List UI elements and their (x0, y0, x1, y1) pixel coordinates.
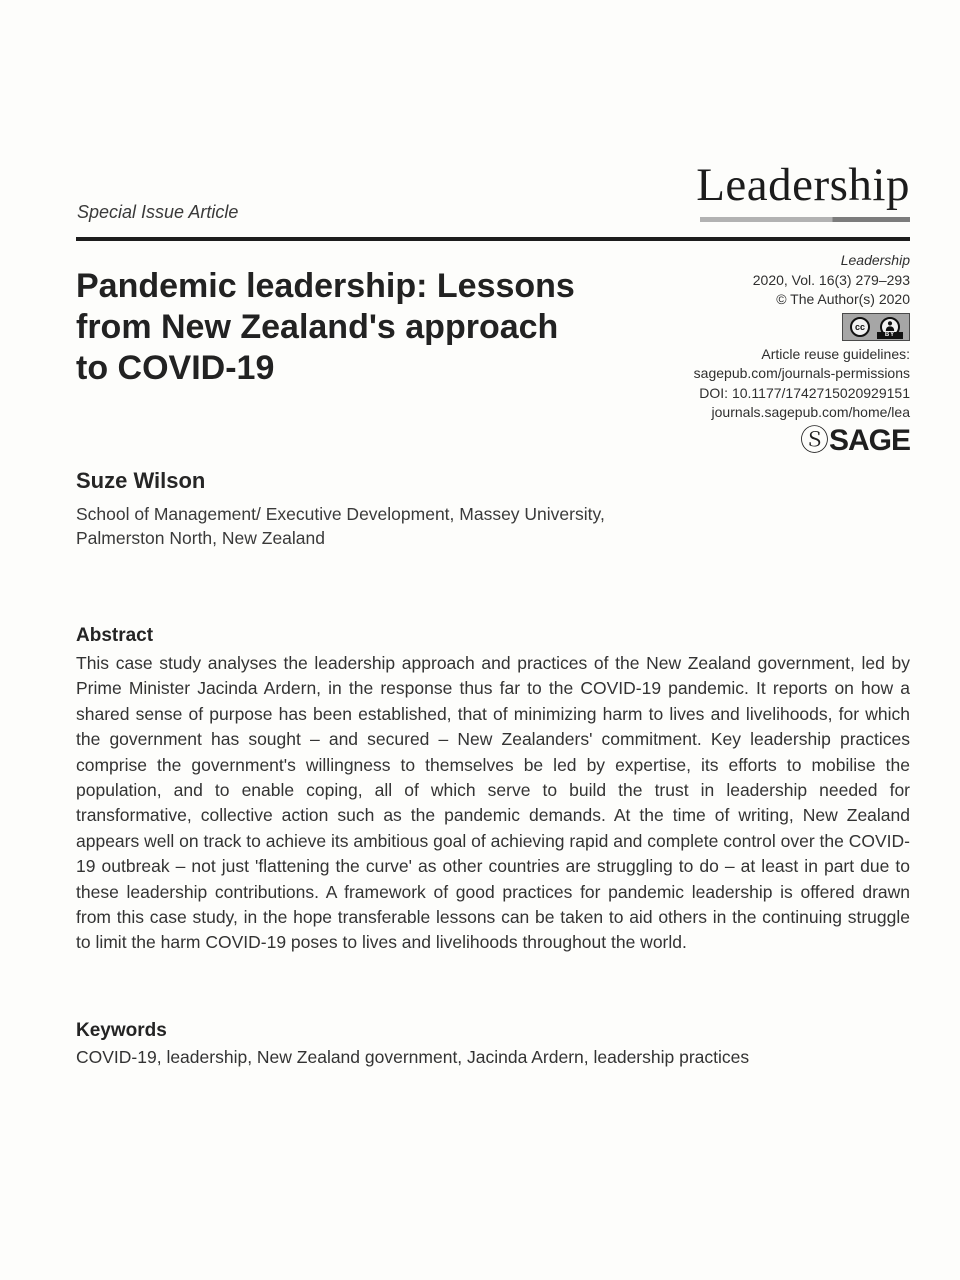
header-divider-rule (76, 237, 910, 241)
article-title-line: from New Zealand's approach (76, 308, 559, 346)
citation-journal-name: Leadership (840, 252, 910, 268)
keywords-heading: Keywords (76, 1020, 167, 1041)
abstract-text: This case study analyses the leadership approach and practices of the New Zealand government, led by Prime Minister Jacinda Ardern, in the response thus far to the COVID-19 pandemic. It reports on how a shared sense of purpose has been established, that of minimizing harm to lives and livelihoods, for which the government has sought – and secured – New Zealanders' commitment. Key leadership practices comprise the government's willingness to themselves be led by expertise, its efforts to mobilise the population, and to enable coping, all of which serve to build the trust in leadership needed for transformative, collective action such as the pandemic demands. At the time of writing, New Zealand appears well on track to achieve its ambitious goal of achieving rapid and complete control over the COVID-19 outbreak – not just 'flattening the curve' as other countries are struggling to do – at least in part due to these leadership contributions. A framework of good practices for pandemic leadership is offered drawn from this case study, in the hope transferable lessons can be taken to aid others in the continuing struggle to limit the harm COVID-19 poses to lives and livelihoods throughout the world. (76, 653, 910, 953)
citation-copyright-line: © The Author(s) 2020 (776, 291, 910, 307)
journal-masthead-title: Leadership (696, 159, 910, 211)
sage-logo-mark-icon: Ⓢ (799, 424, 829, 457)
article-category-label: Special Issue Article (77, 202, 239, 222)
keywords-text: COVID-19, leadership, New Zealand government, Jacinda Ardern, leadership practices (76, 1047, 750, 1067)
masthead-underline-bar (700, 217, 910, 222)
cc-by-label: BY (877, 332, 903, 339)
doi-link[interactable]: DOI: 10.1177/1742715020929151 (699, 384, 910, 401)
abstract-heading: Abstract (76, 625, 154, 646)
article-title-line: Pandemic leadership: Lessons (76, 267, 575, 305)
author-affiliation: School of Management/ Executive Development, Massey University, Palmerston North, New Zealand (76, 504, 605, 548)
sage-logo-text: SAGE (828, 423, 910, 457)
article-reuse-guidelines-label: Article reuse guidelines: (761, 345, 910, 362)
article-title (76, 266, 656, 389)
cc-icon: cc (850, 317, 870, 337)
citation-volume-line: 2020, Vol. 16(3) 279–293 (752, 271, 910, 288)
cc-by-license-badge[interactable] (842, 313, 910, 341)
journal-homepage-link[interactable]: journals.sagepub.com/home/lea (711, 404, 910, 420)
article-title-line: to COVID-19 (76, 349, 275, 387)
sage-publisher-logo (610, 425, 910, 457)
journals-permissions-link[interactable]: sagepub.com/journals-permissions (693, 365, 910, 381)
author-name: Suze Wilson (76, 468, 206, 493)
